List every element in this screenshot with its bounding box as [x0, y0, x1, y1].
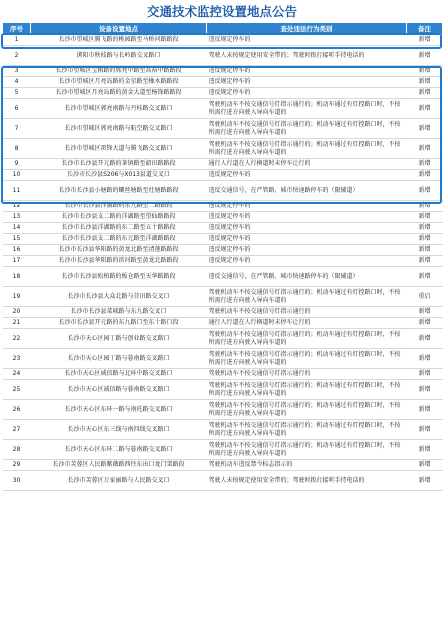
remark-cell: 新增 [407, 400, 443, 420]
table-header-row [3, 23, 443, 35]
table-row [3, 287, 443, 307]
location-cell: 长沙市天心区诚信路与北环中路交叉路口 [31, 369, 207, 380]
column-header-violation: 查处违法行为类别 [207, 23, 407, 35]
page-title: 交通技术监控设置地点公告 [146, 4, 297, 19]
table-row [3, 119, 443, 139]
row-number: 24 [3, 369, 31, 380]
location-cell: 长沙市长沙县洋湖路的东二路至五十路路段 [31, 223, 207, 234]
violation-cell: 驾驶机动车不按交通信号灯指示通行的 [207, 369, 407, 380]
violation-cell: 违反规定停车的 [207, 245, 407, 256]
row-number: 13 [3, 212, 31, 223]
row-number: 20 [3, 307, 31, 318]
row-number: 22 [3, 329, 31, 349]
column-header-location: 设备设置地点 [31, 23, 207, 35]
table-row [3, 369, 443, 380]
remark-cell: 新增 [407, 267, 443, 287]
violation-cell: 驾驶机动车不按交通信号灯指示通行的 [207, 307, 407, 318]
location-cell: 长沙市长沙县洋湖路的东九路至二路路段 [31, 201, 207, 212]
remark-cell: 新增 [407, 234, 443, 245]
row-number: 21 [3, 318, 31, 329]
remark-cell: 新增 [407, 139, 443, 159]
table-row [3, 420, 443, 440]
table-row [3, 267, 443, 287]
remark-cell: 新增 [407, 307, 443, 318]
row-number: 5 [3, 88, 31, 99]
table-body [3, 35, 443, 491]
location-cell: 长沙市望城区月亮岛路的金星路至橡木路路段 [31, 77, 207, 88]
remark-cell: 新增 [407, 440, 443, 460]
location-cell: 长沙市望城区雷锋大道与腾飞路交叉路口 [31, 139, 207, 159]
location-cell: 长沙市长沙县开元路的茶镇路至韶田路路段 [31, 159, 207, 170]
location-cell: 长沙市望城区月亮岛路的黄金大道至杨锋路路段 [31, 88, 207, 99]
remark-cell: 新增 [407, 88, 443, 99]
violation-cell: 驾驶机动车不按交通信号灯指示通行的；机动车通过有灯控路口时，不按所需行进方向驶入导向车道的 [207, 400, 407, 420]
remark-cell: 新增 [407, 181, 443, 201]
remark-cell: 新增 [407, 119, 443, 139]
location-cell: 长沙市天心区诚信路与暮南路交叉路口 [31, 380, 207, 400]
remark-cell: 新增 [407, 46, 443, 66]
location-cell: 长沙市望城区宝粮路的郭亮中路至高裕中路路段 [31, 66, 207, 77]
row-number: 18 [3, 267, 31, 287]
location-cell: 长沙市长沙县小塘路的螺丝塘路至灶塘路路段 [31, 181, 207, 201]
row-number: 26 [3, 400, 31, 420]
table-row [3, 35, 443, 46]
table-row [3, 245, 443, 256]
table-row [3, 329, 443, 349]
row-number: 9 [3, 159, 31, 170]
table-row [3, 88, 443, 99]
location-cell: 长沙市长沙县开元路的东九路口至东十路口段 [31, 318, 207, 329]
row-number: 27 [3, 420, 31, 440]
table-row [3, 440, 443, 460]
row-number: 10 [3, 170, 31, 181]
violation-cell: 驾驶机动车不按交通信号灯指示通行的；机动车通过有灯控路口时，不按所需行进方向驶入导向车道的 [207, 139, 407, 159]
table-row [3, 170, 443, 181]
row-number: 11 [3, 181, 31, 201]
table-row [3, 66, 443, 77]
location-cell: 长沙市望城区腾飞路的桃园路至马桥河路路段 [31, 35, 207, 46]
location-table [2, 22, 443, 491]
remark-cell: 新增 [407, 66, 443, 77]
violation-cell: 违反规定停车的 [207, 35, 407, 46]
violation-cell: 通行人行道在人行横道时未停车让行的 [207, 318, 407, 329]
violation-cell: 违反规定停车的 [207, 88, 407, 99]
location-cell: 长沙市长沙县华阳路的滨河路至黄龙北路路段 [31, 256, 207, 267]
row-number: 14 [3, 223, 31, 234]
table-row [3, 307, 443, 318]
location-cell: 长沙市望城区郭亮南路与航空路交叉路口 [31, 119, 207, 139]
remark-cell: 新增 [407, 318, 443, 329]
location-cell: 长沙市望城区郭亮南路与丹桂路交叉路口 [31, 99, 207, 119]
location-cell: 浏阳市秋枝路与长岭路交叉路口 [31, 46, 207, 66]
remark-cell: 新增 [407, 380, 443, 400]
table-row [3, 400, 443, 420]
location-cell: 长沙市长沙县支二路的东元路至洋湖路路段 [31, 234, 207, 245]
row-number: 19 [3, 287, 31, 307]
remark-cell: 新增 [407, 99, 443, 119]
location-cell: 长沙市天心区园丁路与暮南路交叉路口 [31, 349, 207, 369]
table-row [3, 471, 443, 491]
row-number: 29 [3, 460, 31, 471]
violation-cell: 通行人行道在人行横道时未停车让行的 [207, 159, 407, 170]
row-number: 25 [3, 380, 31, 400]
table-row [3, 460, 443, 471]
remark-cell: 新增 [407, 256, 443, 267]
remark-cell: 新增 [407, 223, 443, 234]
row-number: 16 [3, 245, 31, 256]
table-row [3, 201, 443, 212]
row-number: 8 [3, 139, 31, 159]
row-number: 6 [3, 99, 31, 119]
location-cell: 长沙市长沙县大众北路与荳田路交叉口 [31, 287, 207, 307]
row-number: 2 [3, 46, 31, 66]
row-number: 28 [3, 440, 31, 460]
violation-cell: 违反规定停车的 [207, 212, 407, 223]
violation-cell: 违反规定停车的 [207, 170, 407, 181]
table-row [3, 234, 443, 245]
violation-cell: 违反交通信号，在严管路、城市快速路停车的（限辅道） [207, 181, 407, 201]
remark-cell: 新增 [407, 460, 443, 471]
table-row [3, 181, 443, 201]
table-row [3, 349, 443, 369]
location-cell: 长沙市长沙县松柏路的板仓路至天华路路段 [31, 267, 207, 287]
remark-cell: 新增 [407, 212, 443, 223]
remark-cell: 新增 [407, 245, 443, 256]
column-header-remark: 备注 [407, 23, 443, 35]
location-cell: 长沙市芙蓉区人民路紫薇路西往东出口龙门架路段 [31, 460, 207, 471]
row-number: 12 [3, 201, 31, 212]
remark-cell: 新增 [407, 369, 443, 380]
violation-cell: 违反规定停车的 [207, 234, 407, 245]
table-row [3, 159, 443, 170]
violation-cell: 违反规定停车的 [207, 66, 407, 77]
table-row [3, 212, 443, 223]
violation-cell: 驾驶机动车不按交通信号灯指示通行的；机动车通过有灯控路口时，不按所需行进方向驶入导向车道的 [207, 349, 407, 369]
remark-cell: 新增 [407, 349, 443, 369]
violation-cell: 驾驶机动车不按交通信号灯指示通行的；机动车通过有灯控路口时，不按所需行进方向驶入导向车道的 [207, 420, 407, 440]
violation-cell: 违反规定停车的 [207, 223, 407, 234]
remark-cell: 新增 [407, 201, 443, 212]
location-cell: 长沙市天心区东环一路与南托路交叉路口 [31, 400, 207, 420]
location-cell: 长沙市长沙县S206与X013县道交叉口 [31, 170, 207, 181]
violation-cell: 违反规定停车的 [207, 201, 407, 212]
row-number: 23 [3, 349, 31, 369]
violation-cell: 驾驶机动车不按交通信号灯指示通行的；机动车通过有灯控路口时，不按所需行进方向驶入导向车道的 [207, 287, 407, 307]
remark-cell: 新增 [407, 471, 443, 491]
remark-cell: 新增 [407, 170, 443, 181]
location-cell: 长沙市天心区东三线与南四线交叉路口 [31, 420, 207, 440]
remark-cell: 新增 [407, 329, 443, 349]
violation-cell: 驾驶人未按规定使用安全带的；驾驶时拨打接听手持电话的 [207, 46, 407, 66]
table-row [3, 256, 443, 267]
row-number: 7 [3, 119, 31, 139]
row-number: 3 [3, 66, 31, 77]
violation-cell: 违反规定停车的 [207, 77, 407, 88]
violation-cell: 驾驶机动车不按交通信号灯指示通行的；机动车通过有灯控路口时，不按所需行进方向驶入导向车道的 [207, 99, 407, 119]
violation-cell: 驾驶机动车不按交通信号灯指示通行的；机动车通过有灯控路口时，不按所需行进方向驶入导向车道的 [207, 329, 407, 349]
location-cell: 长沙市长沙县华阳路的黄龙北路至清莲路路段 [31, 245, 207, 256]
violation-cell: 驾驶机动车不按交通信号灯指示通行的；机动车通过有灯控路口时，不按所需行进方向驶入导向车道的 [207, 440, 407, 460]
row-number: 1 [3, 35, 31, 46]
table-row [3, 139, 443, 159]
row-number: 4 [3, 77, 31, 88]
row-number: 30 [3, 471, 31, 491]
location-cell: 长沙市长沙县支二路的洋湖路至望仙路路段 [31, 212, 207, 223]
violation-cell: 驾驶机动车违反禁令标志指示的 [207, 460, 407, 471]
violation-cell: 驾驶机动车不按交通信号灯指示通行的；机动车通过有灯控路口时，不按所需行进方向驶入导向车道的 [207, 380, 407, 400]
violation-cell: 驾驶人未按规定使用安全带的；驾驶时拨打接听手持电话的 [207, 471, 407, 491]
table-row [3, 318, 443, 329]
violation-cell: 驾驶机动车不按交通信号灯指示通行的；机动车通过有灯控路口时，不按所需行进方向驶入导向车道的 [207, 119, 407, 139]
violation-cell: 违反交通信号，在严管路、城市快速路停车的（限辅道） [207, 267, 407, 287]
row-number: 17 [3, 256, 31, 267]
table-row [3, 46, 443, 66]
column-header-no: 序号 [3, 23, 31, 35]
location-cell: 长沙市长沙县菜城路与东九路交叉口 [31, 307, 207, 318]
table-row [3, 99, 443, 119]
location-cell: 长沙市天心区园丁路与创业路交叉路口 [31, 329, 207, 349]
table-row [3, 223, 443, 234]
location-cell: 长沙市天心区东环二路与暮南路交叉路口 [31, 440, 207, 460]
remark-cell: 重启 [407, 287, 443, 307]
remark-cell: 新增 [407, 77, 443, 88]
violation-cell: 违反规定停车的 [207, 256, 407, 267]
table-row [3, 77, 443, 88]
location-cell: 长沙市芙蓉区万家丽路与人民路交叉口 [31, 471, 207, 491]
remark-cell: 新增 [407, 159, 443, 170]
remark-cell: 新增 [407, 420, 443, 440]
remark-cell: 新增 [407, 35, 443, 46]
table-row [3, 380, 443, 400]
row-number: 15 [3, 234, 31, 245]
